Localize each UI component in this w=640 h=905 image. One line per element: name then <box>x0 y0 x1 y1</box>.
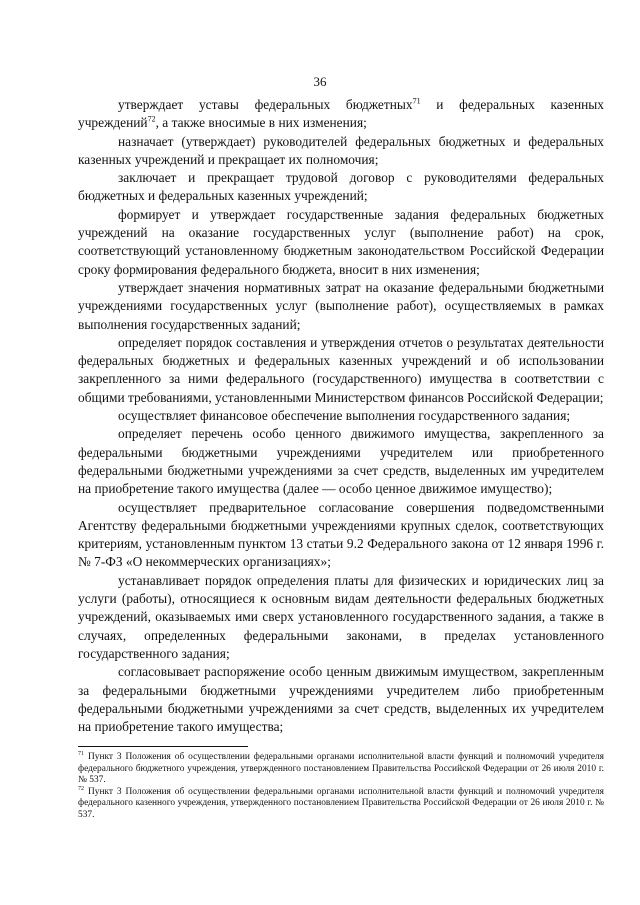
paragraph-property-disposal: согласовывает распоряжение особо ценным движимым имуществом, закрепленным за федеральными бюджетными учреждениями учредителем либо приобретенным федеральными бюджетными учреждениями за счет средств, выделенных их учредителем на приобретение такого имущества; <box>78 664 604 735</box>
paragraph-text: и федеральных казенных учреждений <box>78 97 604 131</box>
footnote-ref: 71 <box>412 96 421 106</box>
paragraph-state-tasks: формирует и утверждает государственные задания федеральных бюджетных учреждений на оказание государственных услуг (выполнение работ) на срок, соответствующий установленному бюджетным законодательством Российской Федерации сроку формирования федерального бюджета, вносит в них изменения; <box>78 206 604 277</box>
paragraph-large-deals: осуществляет предварительное согласование совершения подведомственными Агентству федеральными бюджетными учреждениями крупных сделок, соответствующих критериям, установленным пунктом 13 статьи 9.2 Федерального закона от 12 января 1996 г. № 7-ФЗ «О некоммерческих организациях»; <box>78 499 604 570</box>
paragraph-fees: устанавливает порядок определения платы для физических и юридических лиц за услуги (работы), относящиеся к основным видам деятельности федеральных бюджетных учреждений, оказываемых ими сверх установленного государственного задания, а также в случаях, определенных федеральными законами, в пределах установленного государственного задания; <box>78 572 604 661</box>
paragraph-financing: осуществляет финансовое обеспечение выполнения государственного задания; <box>118 408 571 424</box>
footnote-text: Пункт 3 Положения об осуществлении федеральными органами исполнительной власти функций и полномочий учредителя федерального казенного учреждения, утвержденного постановлением Правительства Российской Федерации от 26 июля 2010 г. № 537. <box>78 786 604 820</box>
paragraph-reporting-procedure: определяет порядок составления и утверждения отчетов о результатах деятельности федеральных бюджетных и федеральных казенных учреждений и об использовании закрепленного за ними федерального (государственного) имущества в соответствии с общими требованиями, установленными Министерством финансов Российской Федерации; <box>78 334 604 405</box>
paragraph-appoint-heads: назначает (утверждает) руководителей федеральных бюджетных и федеральных казенных учреждений и прекращает их полномочия; <box>78 133 604 167</box>
footnote-mark: 71 <box>78 750 84 757</box>
footnote-text: Пункт 3 Положения об осуществлении федеральными органами исполнительной власти функций и полномочий учредителя федерального бюджетного учреждения, утвержденного постановлением Правительства Российской Федерации от 26 июля 2010 г. № 537. <box>78 752 604 786</box>
footnote-71 <box>78 752 604 787</box>
body-text <box>78 96 604 736</box>
footnote-mark: 72 <box>78 785 84 792</box>
page-number: 36 <box>313 74 327 89</box>
footnotes <box>78 752 604 822</box>
paragraph-valuable-property: определяет перечень особо ценного движимого имущества, закрепленного за федеральными бюджетными учреждениями учредителем или приобретенного федеральными бюджетными учреждениями за счет средств, выделенных им учредителем на приобретение такого имущества (далее — особо ценное движимое имущество); <box>78 426 604 497</box>
footnote-72 <box>78 787 604 822</box>
paragraph-normative-costs: утверждает значения нормативных затрат на оказание федеральными бюджетными учреждениями государственных услуг (выполнение работ), осуществляемых в рамках выполнения государственных заданий; <box>78 279 604 332</box>
paragraph-text: , а также вносимые в них изменения; <box>155 115 367 131</box>
footnote-divider <box>78 746 248 747</box>
paragraph-labor-contract: заключает и прекращает трудовой договор с руководителями федеральных бюджетных и федеральных казенных учреждений; <box>78 170 604 204</box>
paragraph-approve-charters <box>78 96 604 133</box>
footnote-ref: 72 <box>147 114 156 124</box>
paragraph-text: утверждает уставы федеральных бюджетных <box>118 97 413 112</box>
